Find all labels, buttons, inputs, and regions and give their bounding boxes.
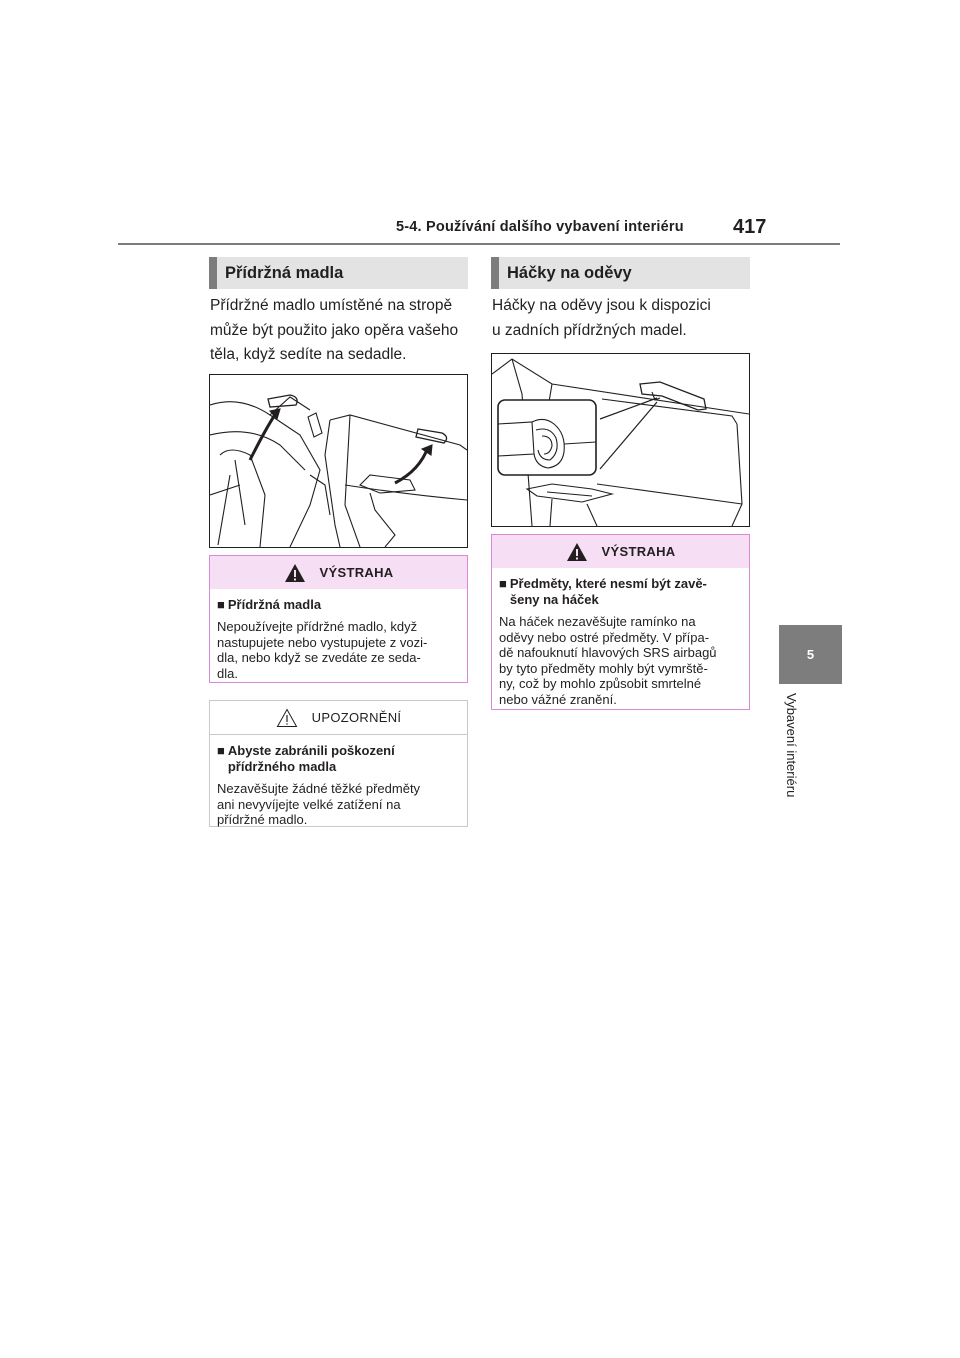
warning-text-line: Na háček nezavěšujte ramínko na	[499, 614, 696, 629]
notice-text-line: ani nevyvíjejte velké zatížení na	[217, 796, 401, 812]
warning-text-line: Nepoužívejte přídržné madlo, když	[217, 619, 418, 634]
bullet-square-icon: ■	[499, 576, 507, 591]
warning-subheading-line: Předměty, které nesmí být zavě-	[509, 576, 707, 591]
notice-text	[217, 781, 460, 828]
warning-triangle-icon	[284, 563, 306, 583]
warning-text-line: ny, což by mohlo způsobit smrtelné	[499, 676, 702, 691]
bullet-square-icon: ■	[217, 597, 225, 612]
section-title-grab-handles: Přídržná madla	[209, 257, 468, 289]
header-divider	[118, 243, 840, 245]
warning-subheading-text: Přídržná madla	[227, 597, 322, 612]
warning-text	[217, 619, 460, 681]
page-number: 417	[733, 216, 767, 238]
caution-triangle-icon	[276, 708, 298, 728]
chapter-tab-number: 5	[779, 625, 842, 684]
warning-header	[210, 556, 467, 589]
intro-line: Háčky na oděvy jsou k dispozici	[492, 297, 711, 314]
intro-line: může být použito jako opěra vašeho	[210, 321, 459, 339]
warning-heading: VÝSTRAHA	[319, 565, 394, 580]
warning-text-line: by tyto předměty mohly být vymrště-	[499, 660, 708, 676]
chapter-side-label	[784, 693, 804, 833]
intro-line: těla, když sedíte na sedadle.	[210, 346, 407, 363]
warning-text-line: nebo vážné zranění.	[499, 691, 617, 707]
grab-handles-intro	[210, 294, 472, 368]
notice-heading: UPOZORNĚNÍ	[311, 710, 402, 725]
intro-line: u zadních přídržných madel.	[492, 321, 687, 339]
chapter-side-label-text: Vybavení interiéru	[784, 693, 799, 798]
warning-text-line: nastupujete nebo vystupujete z vozi-	[217, 634, 428, 650]
coat-hook-illustration	[491, 353, 750, 527]
bullet-square-icon: ■	[217, 743, 225, 758]
notice-subheading	[217, 743, 460, 775]
grab-handles-notice	[209, 700, 468, 827]
warning-subheading-line: šeny na háček	[509, 592, 599, 607]
coat-hooks-intro	[492, 294, 754, 343]
intro-line: Přídržné madlo umístěné na stropě	[210, 297, 453, 314]
running-header: 5-4. Používání dalšího vybavení interiéru	[396, 219, 684, 235]
warning-subheading	[217, 597, 460, 613]
warning-text-line: oděvy nebo ostré předměty. V přípa-	[499, 629, 710, 645]
warning-heading: VÝSTRAHA	[601, 544, 676, 559]
grab-handles-warning	[209, 555, 468, 683]
notice-text-line: Nezavěšujte žádné těžké předměty	[217, 781, 421, 796]
warning-subheading	[499, 576, 742, 608]
warning-triangle-icon	[566, 542, 588, 562]
warning-text-line: dla.	[217, 665, 238, 681]
notice-header	[210, 701, 467, 735]
grab-handle-illustration	[209, 374, 468, 548]
warning-text	[499, 614, 742, 707]
notice-subheading-line: Abyste zabránili poškození	[227, 743, 395, 758]
warning-text-line: dla, nebo když se zvedáte ze seda-	[217, 650, 421, 665]
warning-text-line: dě nafouknutí hlavových SRS airbagů	[499, 645, 717, 660]
coat-hooks-warning	[491, 534, 750, 710]
section-title-coat-hooks: Háčky na oděvy	[491, 257, 750, 289]
notice-text-line: přídržné madlo.	[217, 812, 308, 827]
warning-header	[492, 535, 749, 568]
notice-subheading-line: přídržného madla	[227, 759, 337, 774]
